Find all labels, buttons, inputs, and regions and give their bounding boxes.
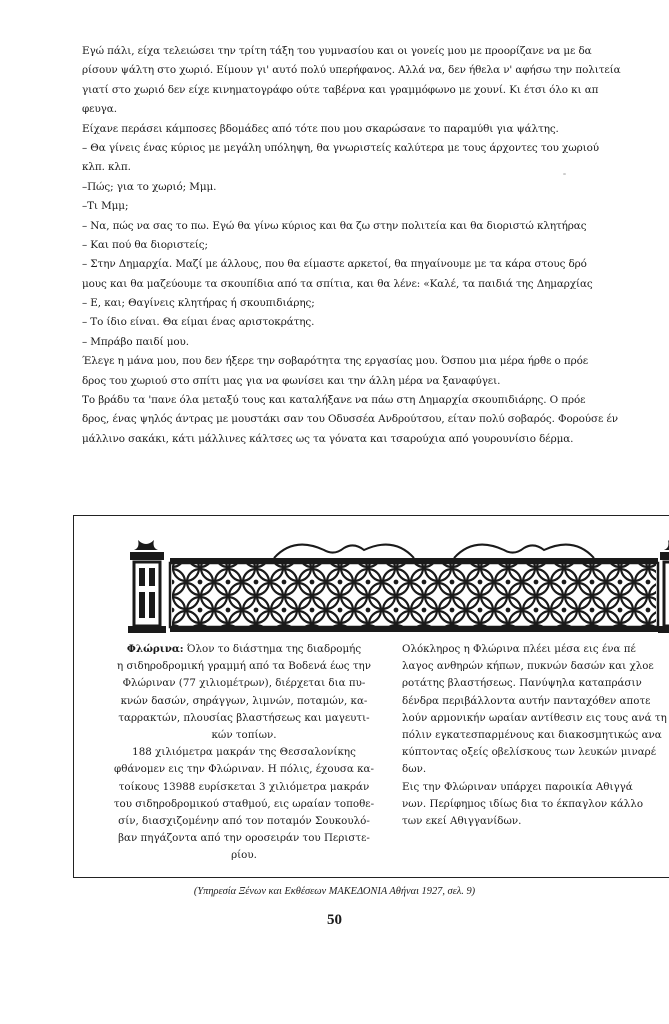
text-line: – Να, πώς να σας το πω. Εγώ θα γίνω κύριος και θα ζω στην πολιτεία και θα διοριστώ κλητήρας: [82, 219, 587, 232]
text-line: δρος του χωριού στο σπίτι μας για να φωνίσει και την άλλη μέρα να ξαναφύγει.: [82, 374, 501, 387]
source-caption: (Υπηρεσία Ξένων και Εκθέσεων ΜΑΚΕΔΟΝΙΑ Αθήναι 1927, σελ. 9): [193, 886, 476, 897]
text-line: μους και θα μαζεύουμε τα σκουπίδια από τα σπίτια, και θα λένε: «Καλέ, τα παιδιά της Δημαρχίας: [82, 277, 593, 290]
text-line: φευγα.: [82, 103, 117, 116]
inset-line: η σιδηροδρομική γραμμή από τα Βοδενά έως την: [117, 660, 371, 673]
inset-first-line: [94, 641, 394, 658]
ink-speck: [563, 173, 566, 175]
inset-box: [73, 515, 669, 878]
inset-line: λούν αρμονικήν ωραίαν αντίθεσιν εις τους ανά τη: [402, 711, 667, 724]
inset-line: του σιδηροδρομικού σταθμού, εις ωραίαν τοποθε-: [113, 797, 375, 810]
text-line: –Τι Μμμ;: [82, 200, 129, 213]
inset-line: σίν, διασχιζομένην από τον ποταμόν Σουκουλό-: [118, 814, 370, 827]
inset-line: νων. Περίφημος ιδίως δια το έκπαγλον κάλλο: [402, 797, 644, 810]
inset-text: Όλον το διάστημα της διαδρομής: [183, 643, 362, 655]
decorative-railing: [124, 534, 669, 638]
text-line: Το βράδυ τα 'πανε όλα μεταξύ τους και καταλήξανε να πάω στη Δημαρχία σκουπιδιάρης. Ο πρόε: [82, 394, 586, 407]
text-line: Εγώ πάλι, είχα τελειώσει την τρίτη τάξη του γυμνασίου και οι γονείς μου με προορίζανε να με δα: [82, 45, 592, 57]
inset-line: Φλώριναν (77 χιλιομέτρων), διέρχεται δια πυ-: [122, 677, 366, 690]
story-text: [82, 42, 669, 449]
text-line: γιατί στο χωριό δεν είχε κινηματογράφο ούτε ταβέρνα και γραμμόφωνο με χουνί. Κι έτσι όλο κι απ: [82, 83, 599, 96]
inset-line: φθάνομεν εις την Φλώριναν. Η πόλις, έχουσα κα-: [114, 763, 374, 776]
right-post: [658, 540, 669, 633]
text-line: ρίσουν ψάλτη στο χωριό. Είμουν γι' αυτό πολύ υπερήφανος. Αλλά να, δεν ήθελα ν' αφήσω την πολιτεία: [82, 64, 621, 77]
place-label: Φλώρινα:: [126, 643, 184, 655]
inset-left-column: [94, 641, 394, 864]
page-number: 50: [327, 912, 342, 928]
text-line: – Ε, και; Θαγίνεις κλητήρας ή σκουπιδιάρης;: [82, 297, 315, 310]
inset-line: ρίου.: [231, 849, 257, 862]
text-line: – Μπράβο παιδί μου.: [82, 335, 189, 348]
text-line: – Το ίδιο είναι. Θα είμαι ένας αριστοκράτης.: [82, 316, 315, 329]
inset-line: Ολόκληρος η Φλώρινα πλέει μέσα εις ένα πέ: [402, 643, 636, 655]
text-line: – Στην Δημαρχία. Μαζί με άλλους, που θα είμαστε αρκετοί, θα πηγαίνουμε με τα κάρα στους δρό: [82, 258, 587, 271]
inset-line: λαγος ανθηρών κήπων, πυκνών δασών και χλοε: [402, 660, 654, 673]
inset-line: ταρρακτών, πλουσίας βλαστήσεως και μαγευτι-: [118, 711, 370, 724]
text-line: δρος, ένας ψηλός άντρας με μουστάκι σαν του Οδυσσέα Ανδρούτσου, είταν πολύ σοβαρός. Φορούσε έν: [82, 413, 618, 426]
text-line: κλπ. κλπ.: [82, 161, 131, 174]
left-post: [128, 540, 166, 633]
inset-line: Εις την Φλώριναν υπάρχει παροικία Αθιγγά: [402, 780, 633, 793]
inset-line: κών τοπίων.: [211, 728, 277, 741]
inset-line: 188 χιλιόμετρα μακράν της Θεσσαλονίκης: [132, 746, 356, 759]
inset-right-column: [402, 641, 669, 830]
inset-line: κνών δασών, σηράγγων, λιμνών, ποταμών, κα-: [120, 694, 368, 707]
text-line: –Πώς; για το χωριό; Μμμ.: [82, 180, 217, 193]
inset-line: ροτάτης βλαστήσεως. Πανύψηλα καταπράσιν: [402, 677, 642, 690]
text-line: Είχανε περάσει κάμποσες βδομάδες από τότε που μου σκαρώσανε το παραμύθι για ψάλτης.: [82, 122, 559, 135]
inset-line: των εκεί Αθιγγανίδων.: [402, 814, 522, 827]
inset-line: δων.: [402, 763, 427, 776]
inset-line: βαν πηγάζοντα από την οροσειράν του Περιστε-: [118, 832, 370, 845]
inset-line: δένδρα περιβάλλοντα αυτήν πανταχόθεν αποτε: [402, 694, 651, 707]
text-line: Έλεγε η μάνα μου, που δεν ήξερε την σοβαρότητα της εργασίας μου. Όσπου μια μέρα ήρθε ο πρόε: [82, 355, 589, 368]
inset-line: κύπτοντας οξείς οβελίσκους των λευκών μιναρέ: [402, 746, 657, 759]
inset-line: τοίκους 13988 ευρίσκεται 3 χιλιόμετρα μακράν: [118, 780, 370, 793]
inset-line: πόλιν εγκατεσπαρμένους και διακοσμητικώς ανα: [402, 728, 662, 741]
text-line: μάλλινο σακάκι, κάτι μάλλινες κάλτσες ως τα γόνατα και τσαρούχια από γουρουνίσιο δέρμα.: [82, 432, 574, 445]
text-line: – Θα γίνεις ένας κύριος με μεγάλη υπόληψη, θα γνωριστείς καλύτερα με τους άρχοντες του χωριού: [82, 141, 599, 154]
text-line: – Και πού θα διοριστείς;: [82, 238, 208, 251]
